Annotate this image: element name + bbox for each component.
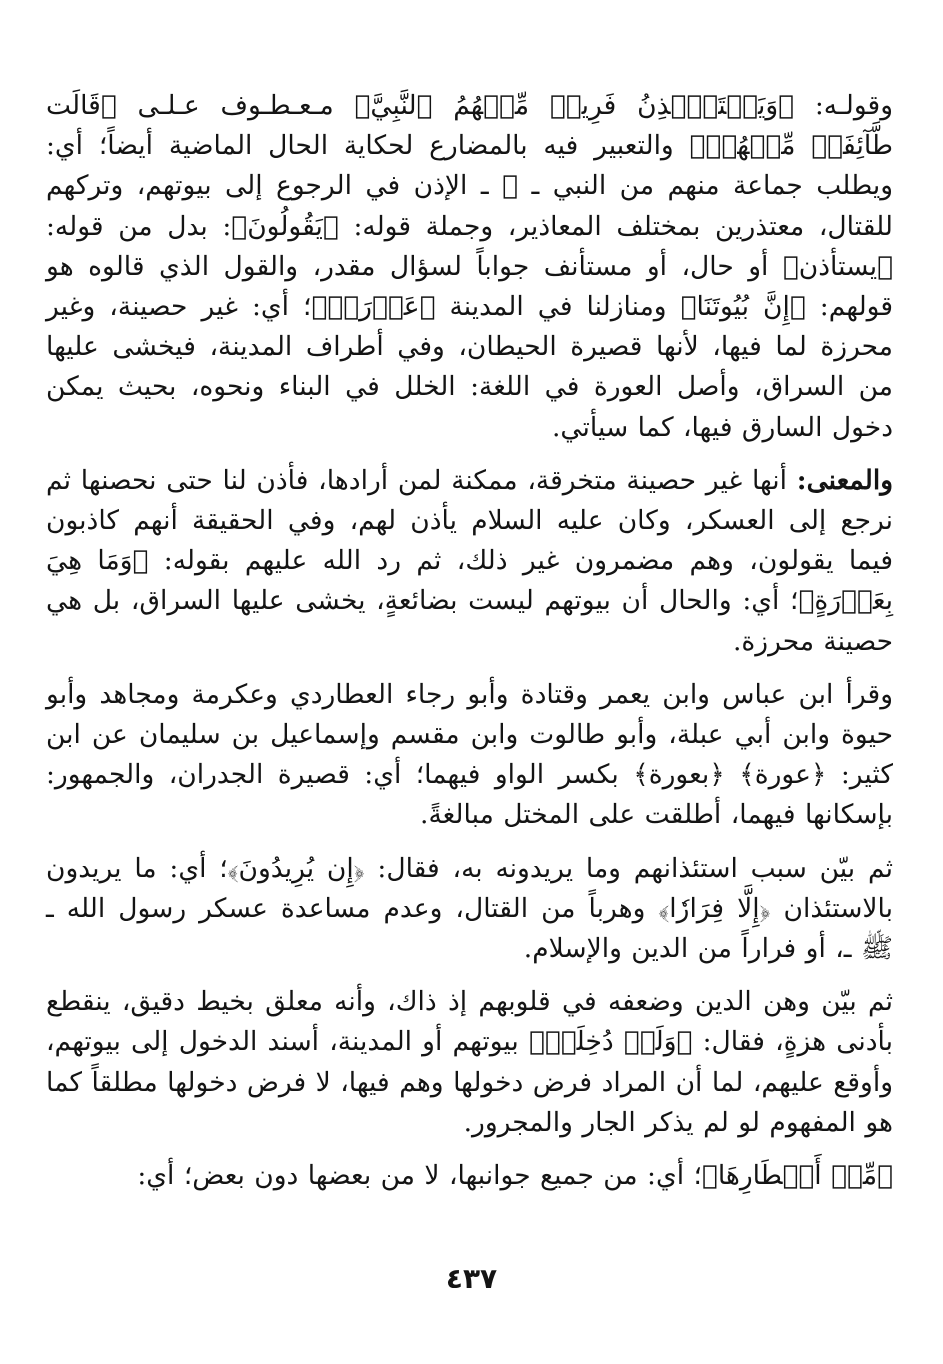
paragraph-5 bbox=[46, 982, 893, 1143]
paragraph-4 bbox=[46, 849, 893, 970]
paragraph-3-text: وقرأ ابن عباس وابن يعمر وقتادة وأبو رجاء العطاردي وعكرمة ومجاهد وأبو حيوة وابن أبي عبلة، وأبو طالوت وابن مقسم وإسماعيل بن سليمان عن ابن كثير: ﴿عورة﴾ ﴿بعورة﴾ بكسر الواو فيهما؛ أي: قصيرة الجدران، والجمهور: بإسكانها فيهما، أطلقت على المختل مبالغةً. bbox=[46, 678, 893, 831]
paragraph-1-text: وقولـه: ﴿وَيَسۡتَـٔۡذِنُ فَرِيقٞ مِّنۡهُمُ ٱلنَّبِيَّ﴾ مـعـطـوف عـلـى ﴿قَالَت طَّآئِفَةٞ مِّنۡهُمۡ﴾ والتعبير فيه بالمضارع لحكاية الحال الماضية أيضاً؛ أي: ويطلب جماعة منهم من النبي ـ ﷺ ـ الإذن في الرجوع إلى بيوتهم، وتركهم للقتال، معتذرين بمختلف المعاذير، وجملة قوله: ﴿يَقُولُونَ﴾: بدل من قوله: ﴿يستأذن﴾ أو حال، أو مستأنف جواباً لسؤال مقدر، والقول الذي قالوه هو قولهم: ﴿إِنَّ بُيُوتَنَا﴾ ومنازلنا في المدينة ﴿عَوۡرَةٞ﴾؛ أي: غير حصينة، وغير محرزة لما فيها، لأنها قصيرة الحيطان، وفي أطراف المدينة، فيخشى عليها من السراق، وأصل العورة في اللغة: الخلل في البناء ونحوه، بحيث يمكن دخول السارق فيها، كما سيأتي. bbox=[46, 90, 893, 443]
paragraph-4-text: ثم بيّن سبب استئذانهم وما يريدونه به، فقال: ﴿إِن يُرِيدُونَ﴾؛ أي: ما يريدون بالاستئذان ﴿إِلَّا فِرَارٗا﴾ وهرباً من القتال، وعدم مساعدة عسكر رسول الله ـ ﷺ ـ، أو فراراً من الدين والإسلام. bbox=[46, 852, 893, 965]
paragraph-2-text: أنها غير حصينة متخرقة، ممكنة لمن أرادها، فأذن لنا حتى نحصنها ثم نرجع إلى العسكر، وكان عليه السلام يأذن لهم، وفي الحقيقة أنهم كاذبون فيما يقولون، وهم مضمرون غير ذلك، ثم رد الله عليهم بقوله: ﴿وَمَا هِيَ بِعَوۡرَةٍ﴾؛ أي: والحال أن بيوتهم ليست بضائعةٍ، يخشى عليها السراق، بل هي حصينة محرزة. bbox=[46, 464, 893, 657]
paragraph-6 bbox=[46, 1156, 893, 1196]
page-body bbox=[46, 86, 893, 1326]
paragraph-3 bbox=[46, 675, 893, 836]
paragraph-5-text: ثم بيّن وهن الدين وضعفه في قلوبهم إذ ذاك، وأنه معلق بخيط دقيق، ينقطع بأدنى هزةٍ، فقال: ﴿وَلَوۡ دُخِلَتۡ﴾ بيوتهم أو المدينة، أسند الدخول إلى بيوتهم، وأوقع عليهم، لما أن المراد فرض دخولها وهم فيها، لا فرض دخولها مطلقاً كما هو المفهوم لو لم يذكر الجار والمجرور. bbox=[46, 986, 893, 1138]
page-number: ٤٣٧ bbox=[445, 1262, 498, 1295]
paragraph-2 bbox=[46, 461, 893, 662]
paragraph-2-lead: والمعنى: bbox=[796, 464, 893, 496]
paragraph-1 bbox=[46, 86, 893, 448]
paragraph-6-text: ﴿مِّنۡ أَقۡطَارِهَا﴾؛ أي: من جميع جوانبها، لا من بعضها دون بعض؛ أي: bbox=[137, 1160, 893, 1192]
